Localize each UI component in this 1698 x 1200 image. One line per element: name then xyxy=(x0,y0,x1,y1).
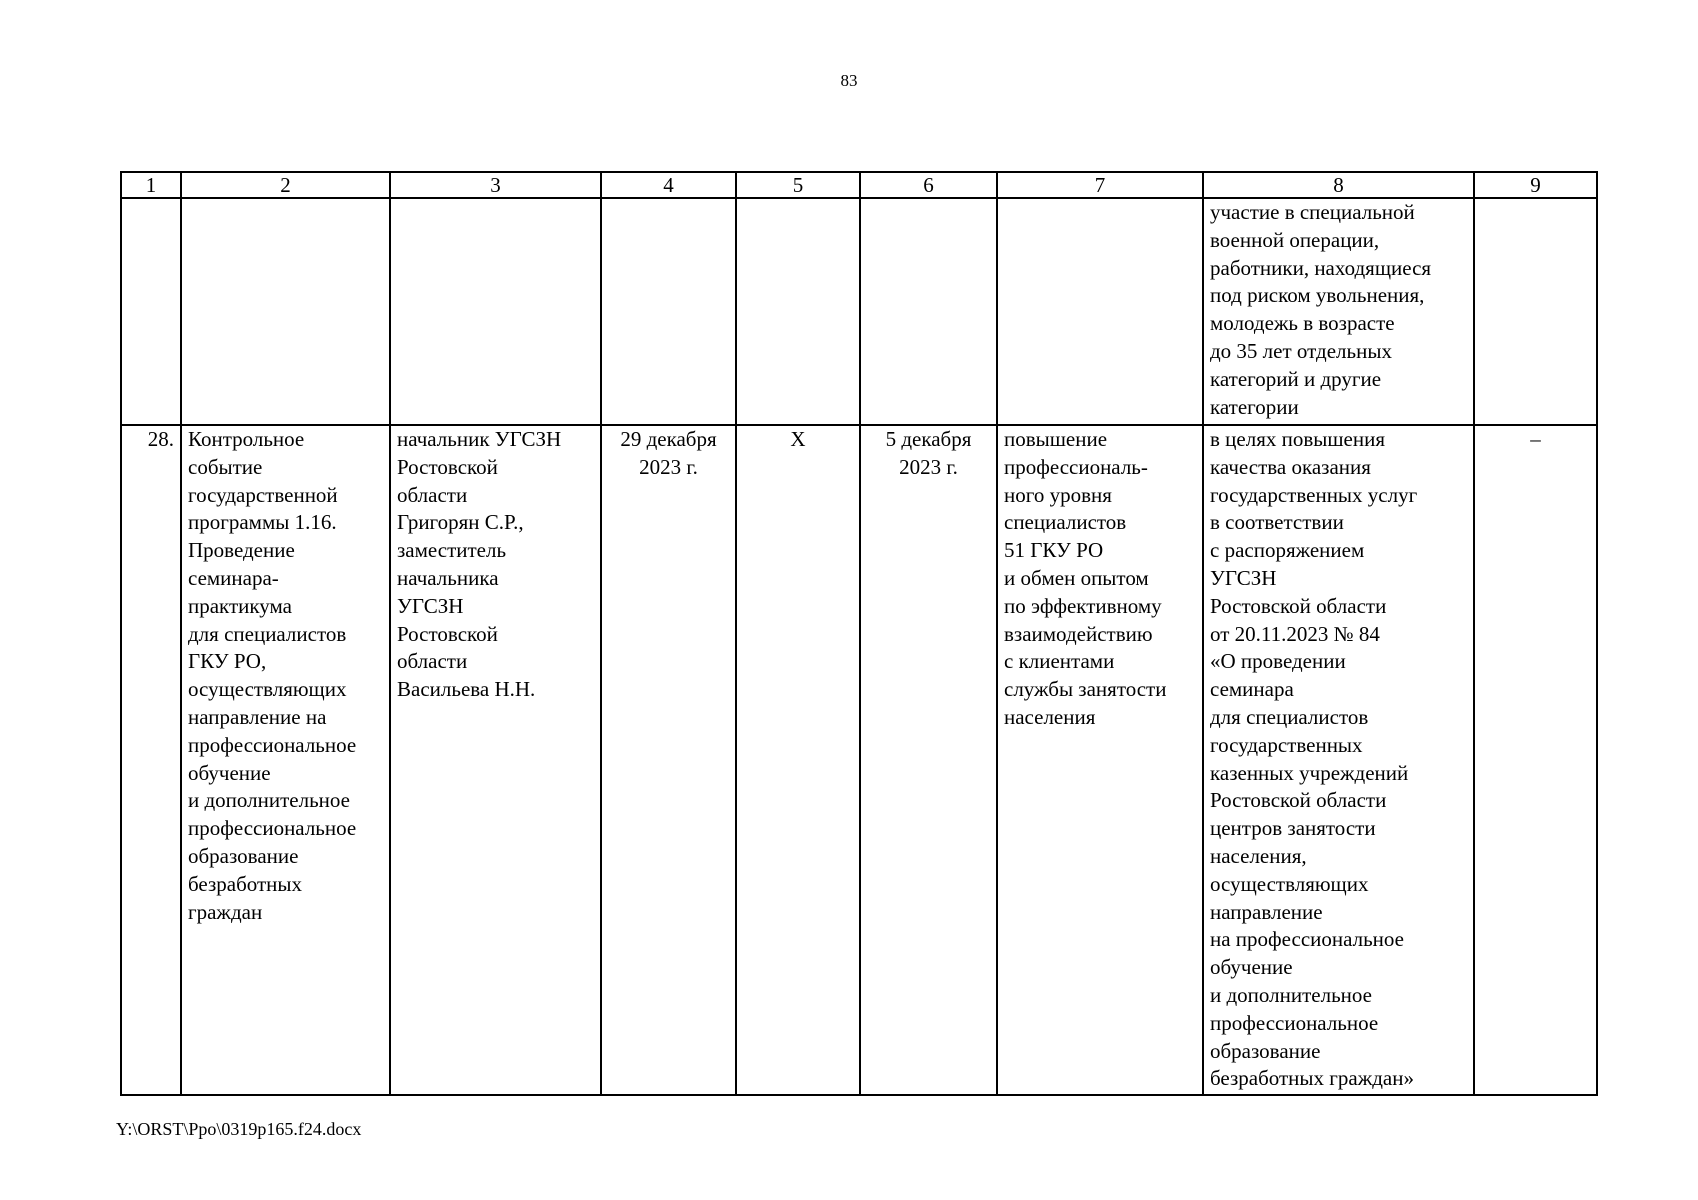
column-number: 8 xyxy=(1203,172,1474,198)
text-line: и дополнительное xyxy=(188,788,350,813)
column-number: 7 xyxy=(997,172,1203,198)
table-cell xyxy=(1474,198,1597,425)
column-number: 9 xyxy=(1474,172,1597,198)
text-line: ГКУ РО, xyxy=(188,649,267,674)
text-line: Ростовской области xyxy=(1210,593,1387,618)
table-row-28 xyxy=(121,425,1597,1095)
text-line: безработных граждан» xyxy=(1210,1066,1414,1091)
text-line: 2023 г. xyxy=(639,454,698,479)
text-line: государственной xyxy=(188,482,338,507)
text-line: области xyxy=(397,482,468,507)
text-line: 5 декабря xyxy=(885,427,972,451)
status-mark-cell: X xyxy=(736,425,860,1095)
column-number: 1 xyxy=(121,172,181,198)
text-line: службы занятости xyxy=(1004,677,1167,702)
note-cell: – xyxy=(1474,425,1597,1095)
text-line: осуществляющих xyxy=(1210,871,1369,896)
planned-date-cell xyxy=(601,425,736,1095)
text-line: специалистов xyxy=(1004,510,1127,535)
text-line: повышение xyxy=(1004,427,1108,451)
text-line: профессиональное xyxy=(1210,1010,1379,1035)
text-line: начальник УГСЗН xyxy=(397,427,562,451)
text-line: государственных xyxy=(1210,732,1363,757)
text-line: 2023 г. xyxy=(899,454,958,479)
text-line: по эффективному xyxy=(1004,593,1162,618)
column-number: 2 xyxy=(181,172,390,198)
text-line: участие в специальной xyxy=(1210,200,1415,224)
column-number: 4 xyxy=(601,172,736,198)
text-line: обучение xyxy=(1210,955,1293,980)
result-cell xyxy=(997,425,1203,1095)
text-line: семинара xyxy=(1210,677,1294,702)
text-line: начальника xyxy=(397,565,499,590)
text-line: казенных учреждений xyxy=(1210,760,1409,785)
row-number: 28. xyxy=(121,425,181,1095)
text-line: населения xyxy=(1004,704,1096,729)
table-cell xyxy=(601,198,736,425)
text-line: области xyxy=(397,649,468,674)
text-line: качества оказания xyxy=(1210,454,1371,479)
text-line: образование xyxy=(188,843,299,868)
text-line: профессиональное xyxy=(188,816,357,841)
text-line: ного уровня xyxy=(1004,482,1112,507)
text-line: программы 1.16. xyxy=(188,510,337,535)
column-number: 5 xyxy=(736,172,860,198)
text-line: образование xyxy=(1210,1038,1321,1063)
text-line: осуществляющих xyxy=(188,677,347,702)
text-line: Ростовской области xyxy=(1210,788,1387,813)
text-line: Ростовской xyxy=(397,454,498,479)
table-cell xyxy=(997,198,1203,425)
text-line: взаимодействию xyxy=(1004,621,1153,646)
text-line: Васильева Н.Н. xyxy=(397,677,536,702)
table-cell xyxy=(390,198,601,425)
column-number: 6 xyxy=(860,172,997,198)
text-line: безработных xyxy=(188,871,303,896)
text-line: событие xyxy=(188,454,263,479)
text-line: обучение xyxy=(188,760,271,785)
text-line: в соответствии xyxy=(1210,510,1344,535)
text-line: от 20.11.2023 № 84 xyxy=(1210,621,1380,646)
text-line: направление на xyxy=(188,704,327,729)
continuation-row xyxy=(121,198,1597,425)
table-cell xyxy=(181,198,390,425)
text-line: граждан xyxy=(188,899,263,924)
text-line: с клиентами xyxy=(1004,649,1115,674)
text-line: «О проведении xyxy=(1210,649,1346,674)
text-line: для специалистов xyxy=(188,621,347,646)
text-line: УГСЗН xyxy=(1210,565,1277,590)
table-cell xyxy=(121,198,181,425)
text-line: УГСЗН xyxy=(397,593,464,618)
page-number: 83 xyxy=(840,71,858,90)
text-line: с распоряжением xyxy=(1210,538,1365,563)
table-cell xyxy=(860,198,997,425)
text-line: и дополнительное xyxy=(1210,982,1372,1007)
text-line: населения, xyxy=(1210,843,1307,868)
text-line: направление xyxy=(1210,899,1323,924)
text-line: 29 декабря xyxy=(620,427,717,451)
text-line: для специалистов xyxy=(1210,704,1369,729)
text-line: Григорян С.Р., xyxy=(397,510,524,535)
text-line: Контрольное xyxy=(188,427,305,451)
text-line: профессиональное xyxy=(188,732,357,757)
text-line: категорий и другие xyxy=(1210,366,1382,391)
text-line: до 35 лет отдельных xyxy=(1210,338,1392,363)
text-line: 51 ГКУ РО xyxy=(1004,538,1104,563)
text-line: заместитель xyxy=(397,538,507,563)
actual-date-cell xyxy=(860,425,997,1095)
text-line: государственных услуг xyxy=(1210,482,1418,507)
text-line: профессиональ- xyxy=(1004,454,1148,479)
event-name-cell xyxy=(181,425,390,1095)
basis-cell xyxy=(1203,425,1474,1095)
text-line: военной операции, xyxy=(1210,227,1380,252)
responsible-cell xyxy=(390,425,601,1095)
text-line: работники, находящиеся xyxy=(1210,255,1432,280)
text-line: в целях повышения xyxy=(1210,427,1386,451)
text-line: на профессиональное xyxy=(1210,927,1404,952)
text-line: центров занятости xyxy=(1210,816,1376,841)
text-line: под риском увольнения, xyxy=(1210,283,1425,308)
text-line: и обмен опытом xyxy=(1004,565,1149,590)
text-line: Проведение xyxy=(188,538,295,563)
text-line: Ростовской xyxy=(397,621,498,646)
text-line: семинара- xyxy=(188,565,279,590)
footer-file-path: Y:\ORST\Ppo\0319p165.f24.docx xyxy=(116,1119,362,1139)
table-cell xyxy=(736,198,860,425)
column-number: 3 xyxy=(390,172,601,198)
text-line: молодежь в возрасте xyxy=(1210,311,1395,336)
column-number-row xyxy=(121,172,1597,198)
text-line: практикума xyxy=(188,593,292,618)
categories-cell xyxy=(1203,198,1474,425)
plan-table xyxy=(120,171,1598,1096)
text-line: категории xyxy=(1210,394,1299,419)
